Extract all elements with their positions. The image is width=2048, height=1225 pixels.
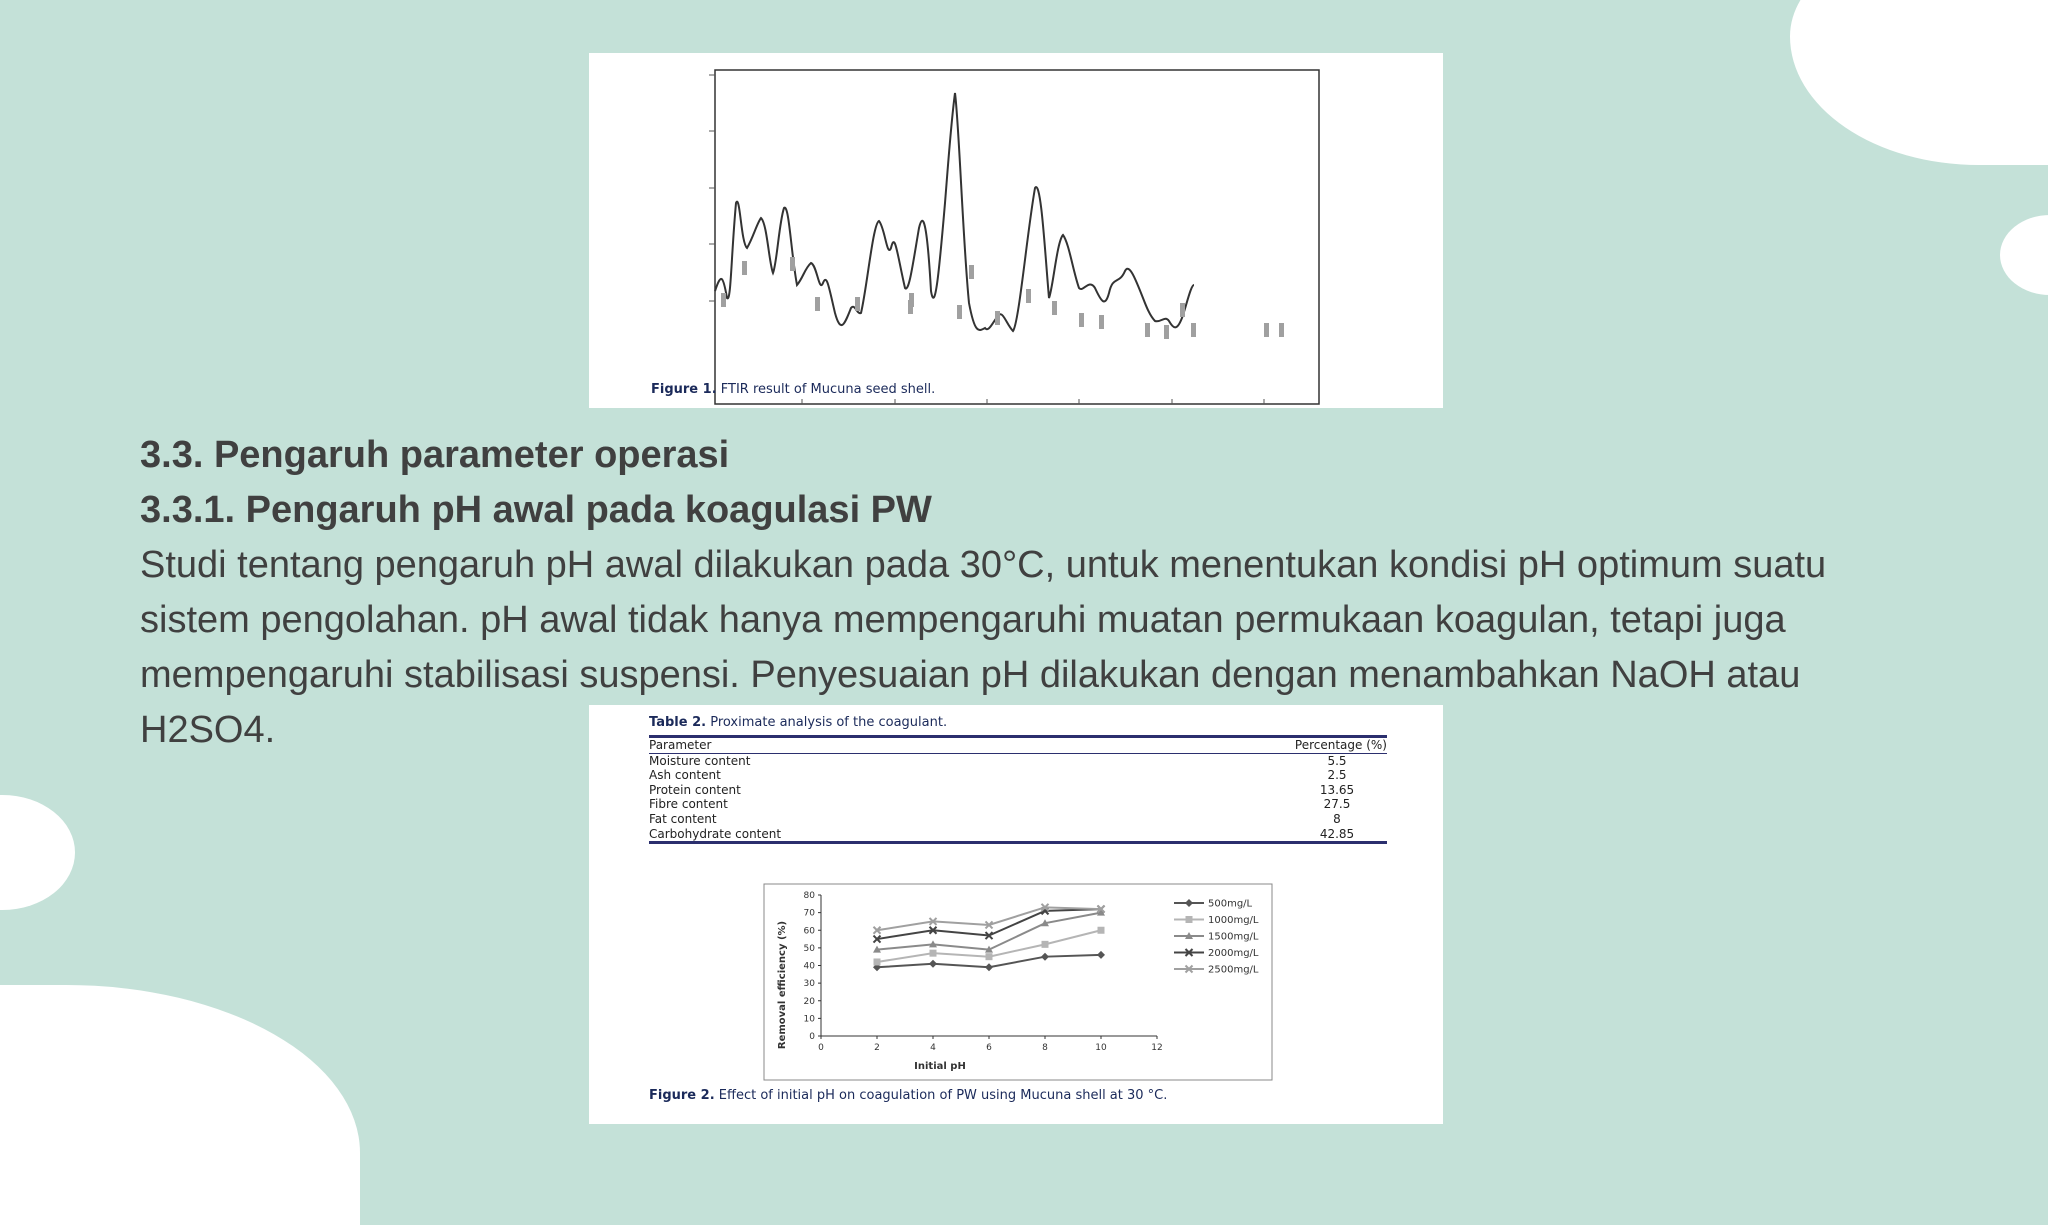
data-point	[874, 958, 881, 965]
data-point	[1186, 916, 1193, 923]
data-point	[1185, 899, 1193, 907]
table-cell-value: 2.5	[1327, 768, 1347, 783]
x-tick-label: 0	[818, 1043, 824, 1053]
table-cell-value: 13.65	[1319, 782, 1355, 797]
y-tick-label: 60	[803, 926, 815, 937]
ph-effect-chart	[589, 705, 1443, 1124]
ftir-y-ticks	[709, 75, 715, 301]
figure2-caption	[649, 1088, 1167, 1103]
section-heading: 3.3. Pengaruh parameter operasi	[140, 434, 730, 476]
y-axis-label: Removal efficiency (%)	[777, 920, 788, 1050]
y-tick-label: 70	[803, 908, 815, 919]
y-tick-label: 20	[803, 996, 815, 1007]
legend-label: 1000mg/L	[1208, 915, 1259, 926]
paragraph-line-2: sistem pengolahan. pH awal tidak hanya mempengaruhi muatan permukaan koagulan, tetapi juga	[140, 599, 1786, 641]
data-point	[986, 953, 993, 960]
series-line	[877, 913, 1101, 950]
figure1-caption	[651, 382, 935, 397]
data-point	[930, 950, 937, 957]
subsection-heading: 3.3.1. Pengaruh pH awal pada koagulasi PW	[140, 489, 932, 531]
table2-title-text: Proximate analysis of the coagulant.	[710, 715, 948, 730]
data-point	[1041, 953, 1049, 961]
x-tick-label: 6	[986, 1043, 992, 1053]
x-axis-label: Initial pH	[914, 1061, 966, 1072]
chart-plot-area	[804, 891, 1259, 1053]
decor-blob-top-right	[1790, 0, 2048, 165]
legend-label: 2000mg/L	[1208, 948, 1259, 959]
legend-label: 2500mg/L	[1208, 964, 1259, 976]
data-point	[1098, 927, 1105, 934]
figure2-caption-text: Effect of initial pH on coagulation of PW using Mucuna shell at 30 °C.	[718, 1088, 1168, 1103]
x-tick-label: 12	[1151, 1043, 1163, 1053]
y-tick-label: 30	[803, 979, 815, 990]
ftir-spectrum-line	[715, 93, 1194, 331]
table2-col-parameter: Parameter	[649, 738, 712, 752]
figure2-caption-label: Figure 2.	[649, 1088, 715, 1103]
figure-table-and-chart	[589, 705, 1443, 1124]
figure1-caption-text: FTIR result of Mucuna seed shell.	[720, 382, 936, 397]
paragraph-line-1: Studi tentang pengaruh pH awal dilakukan pada 30°C, untuk menentukan kondisi pH optimum suatu	[140, 544, 1827, 586]
table2-title-label: Table 2.	[649, 715, 707, 730]
y-tick-label: 0	[809, 1032, 815, 1042]
y-tick-label: 10	[803, 1014, 815, 1025]
table-cell-value: 27.5	[1323, 797, 1351, 812]
table-cell-parameter: Protein content	[649, 782, 741, 797]
ftir-plot-frame	[715, 70, 1319, 404]
x-tick-label: 8	[1042, 1043, 1048, 1053]
table-cell-parameter: Moisture content	[649, 753, 751, 768]
ftir-spectrum-plot	[589, 53, 1443, 408]
decor-blob-right	[2000, 215, 2048, 295]
y-tick-label: 80	[803, 891, 815, 901]
table-cell-value: 8	[1333, 811, 1341, 826]
paragraph-line-4: H2SO4.	[140, 709, 276, 751]
table-cell-value: 5.5	[1327, 753, 1347, 768]
figure-ftir	[589, 53, 1443, 408]
x-tick-label: 10	[1095, 1043, 1107, 1053]
data-point	[929, 960, 937, 968]
legend-label: 1500mg/L	[1208, 931, 1259, 943]
paragraph-line-3: mempengaruhi stabilisasi suspensi. Penyesuaian pH dilakukan dengan menambahkan NaOH atau	[140, 654, 1801, 696]
y-tick-label: 50	[803, 943, 815, 954]
table-cell-parameter: Ash content	[649, 768, 721, 783]
data-point	[1097, 951, 1105, 959]
x-tick-label: 4	[930, 1043, 936, 1053]
table-cell-parameter: Fat content	[649, 811, 717, 826]
data-point	[1042, 941, 1049, 948]
decor-blob-left	[0, 795, 75, 910]
chart-outer-frame	[764, 884, 1272, 1080]
decor-blob-bottom-left	[0, 985, 360, 1225]
table2-col-percentage: Percentage (%)	[1294, 738, 1387, 752]
ftir-peak-markers-2	[909, 265, 1284, 339]
figure1-caption-label: Figure 1.	[651, 382, 717, 397]
legend-label: 500mg/L	[1208, 898, 1253, 910]
y-tick-label: 40	[803, 961, 815, 972]
table-cell-value: 42.85	[1319, 826, 1355, 841]
x-tick-label: 2	[874, 1043, 880, 1053]
data-point	[985, 963, 993, 971]
table-cell-parameter: Fibre content	[649, 797, 728, 812]
table-cell-parameter: Carbohydrate content	[649, 826, 782, 841]
